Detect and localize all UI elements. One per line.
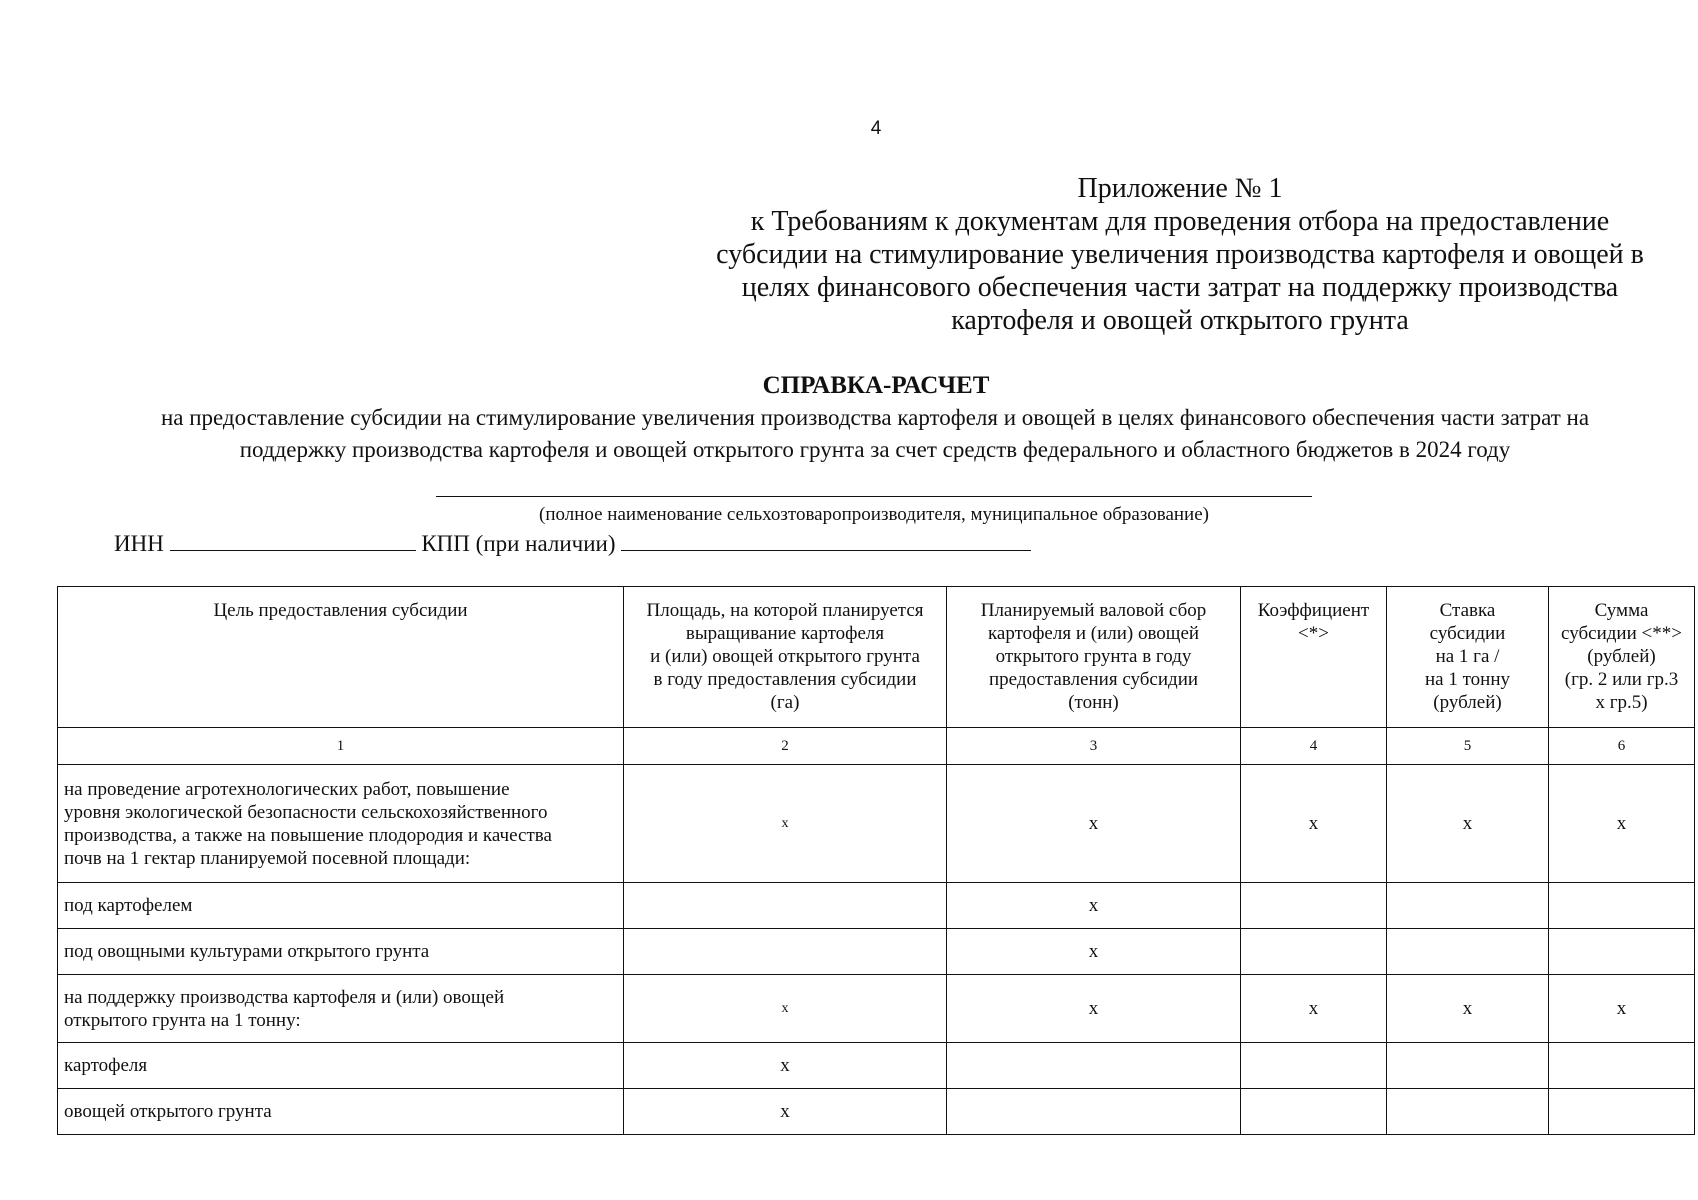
document-title: СПРАВКА-РАСЧЕТ — [762, 372, 990, 399]
table-header-row — [58, 587, 1695, 728]
column-number: 3 — [947, 728, 1241, 765]
table-cell — [624, 929, 947, 975]
table-cell — [1241, 929, 1387, 975]
appendix-line: картофеля и овощей открытого грунта — [951, 305, 1409, 336]
table-row — [58, 929, 1695, 975]
table-cell: x — [1387, 765, 1549, 883]
appendix-line: Приложение № 1 — [1077, 173, 1283, 204]
column-number: 2 — [624, 728, 947, 765]
table-cell: x — [1241, 975, 1387, 1043]
header-rate: Ставка субсидии на 1 га / на 1 тонну (рублей) — [1387, 587, 1549, 728]
table-cell — [947, 1043, 1241, 1089]
table-cell: x — [947, 883, 1241, 929]
table-cell — [1387, 929, 1549, 975]
subsidy-table — [57, 586, 1695, 1135]
table-row — [58, 1043, 1695, 1089]
table-cell — [1387, 883, 1549, 929]
table-row — [58, 1089, 1695, 1135]
table-cell: x — [947, 929, 1241, 975]
table-cell — [1387, 1043, 1549, 1089]
header-coefficient: Коэффициент <*> — [1241, 587, 1387, 728]
table-cell — [1241, 1043, 1387, 1089]
header-purpose: Цель предоставления субсидии — [58, 587, 624, 728]
table-cell: x — [1549, 975, 1695, 1043]
subtitle-line: на предоставление субсидии на стимулирование увеличения производства картофеля и овощей в целях финансового обеспечения части затрат на — [160, 405, 1590, 430]
column-number: 5 — [1387, 728, 1549, 765]
table-cell — [947, 1089, 1241, 1135]
table-cell: x — [624, 1089, 947, 1135]
organization-name-caption: (полное наименование сельхозтоваропроизводителя, муниципальное образование) — [539, 504, 1209, 525]
table-cell: x — [1387, 975, 1549, 1043]
table-cell — [1241, 1089, 1387, 1135]
header-harvest: Планируемый валовой сбор картофеля и (или) овощей открытого грунта в году предоставления субсидии (тонн) — [947, 587, 1241, 728]
header-area: Площадь, на которой планируется выращивание картофеля и (или) овощей открытого грунта в году предоставления субсидии (га) — [624, 587, 947, 728]
row-label: под овощными культурами открытого грунта — [58, 929, 624, 975]
table-cell: x — [947, 975, 1241, 1043]
column-number-row — [58, 728, 1695, 765]
header-amount: Сумма субсидии <**> (рублей) (гр. 2 или гр.3 х гр.5) — [1549, 587, 1695, 728]
table-cell: x — [947, 765, 1241, 883]
inn-field — [170, 530, 416, 551]
column-number: 6 — [1549, 728, 1695, 765]
document-subtitle — [90, 402, 1660, 466]
row-label: на поддержку производства картофеля и (или) овощей открытого грунта на 1 тонну: — [58, 975, 624, 1043]
table-cell — [1387, 1089, 1549, 1135]
inn-kpp-row — [114, 530, 1031, 557]
row-label: под картофелем — [58, 883, 624, 929]
column-number: 4 — [1241, 728, 1387, 765]
table-cell — [1549, 1089, 1695, 1135]
table-cell — [1549, 929, 1695, 975]
appendix-line: целях финансового обеспечения части затрат на поддержку производства — [741, 272, 1619, 303]
organization-name-line — [436, 495, 1312, 497]
appendix-line: к Требованиям к документам для проведения отбора на предоставление — [750, 206, 1610, 237]
table-cell — [1241, 883, 1387, 929]
subtitle-line: поддержку производства картофеля и овощей открытого грунта за счет средств федерального и областного бюджетов в 2024 году — [239, 437, 1511, 462]
row-label: картофеля — [58, 1043, 624, 1089]
appendix-header — [680, 172, 1680, 337]
row-label: на проведение агротехнологических работ, повышение уровня экологической безопасности сельскохозяйственного производства, а также на повышение плодородия и качества почв на 1 гектар планируемой посевной площади: — [58, 765, 624, 883]
page-number: 4 — [870, 118, 882, 139]
appendix-line: субсидии на стимулирование увеличения производства картофеля и овощей в — [716, 239, 1644, 270]
column-number: 1 — [58, 728, 624, 765]
kpp-label: КПП (при наличии) — [421, 531, 616, 556]
kpp-field — [621, 530, 1031, 551]
inn-label: ИНН — [114, 531, 164, 556]
row-label: овощей открытого грунта — [58, 1089, 624, 1135]
table-cell: x — [1241, 765, 1387, 883]
table-cell — [624, 883, 947, 929]
table-row — [58, 765, 1695, 883]
table-cell: x — [1549, 765, 1695, 883]
table-cell: x — [624, 1043, 947, 1089]
table-cell: x — [624, 765, 947, 883]
table-row — [58, 975, 1695, 1043]
table-cell — [1549, 1043, 1695, 1089]
table-cell — [1549, 883, 1695, 929]
table-cell: x — [624, 975, 947, 1043]
table-row — [58, 883, 1695, 929]
